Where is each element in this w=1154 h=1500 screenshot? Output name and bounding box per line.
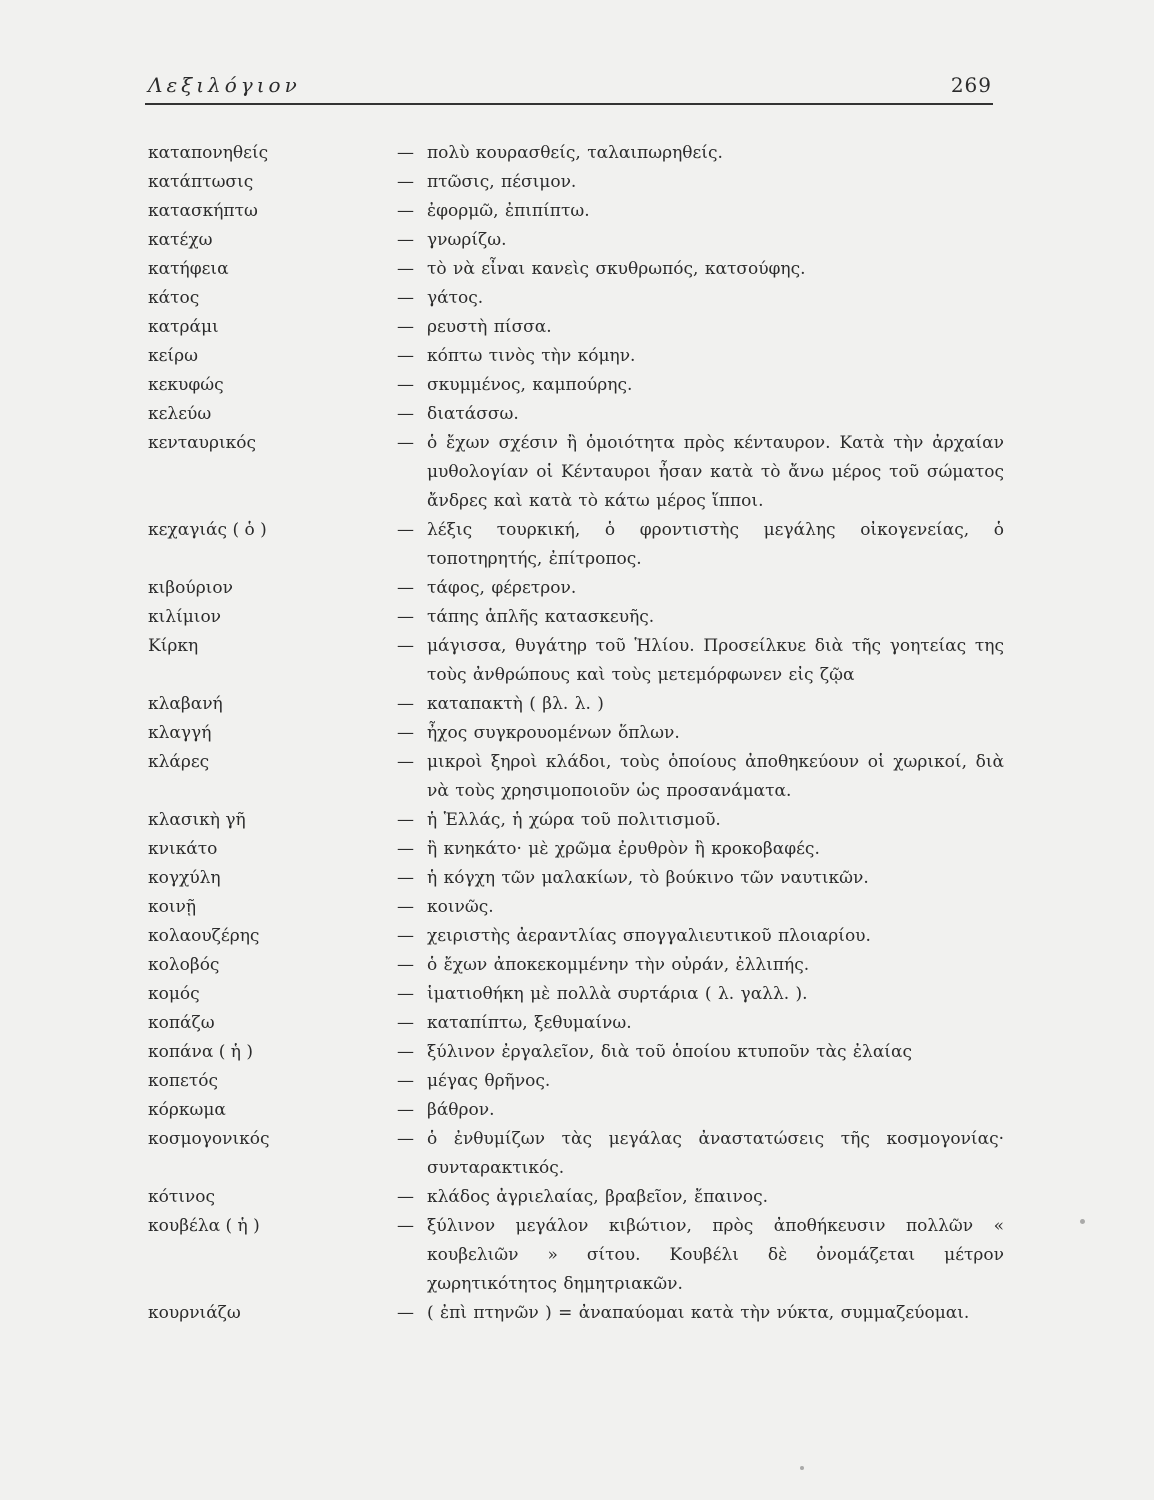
entry-term: κοινῇ bbox=[148, 897, 197, 917]
entry-term: κελεύω bbox=[148, 404, 212, 424]
entry-definition: μέγας θρῆνος. bbox=[427, 1071, 551, 1091]
entry-dash: — bbox=[397, 1187, 414, 1207]
glossary-entry bbox=[148, 1067, 1004, 1096]
glossary-entry bbox=[148, 1038, 1004, 1067]
entry-dash: — bbox=[397, 404, 414, 424]
entry-dash: — bbox=[397, 1100, 414, 1120]
glossary-entry bbox=[148, 806, 1004, 835]
entry-dash: — bbox=[397, 230, 414, 250]
glossary-entry bbox=[148, 835, 1004, 864]
entry-dash: — bbox=[397, 1129, 414, 1149]
glossary-entry bbox=[148, 1096, 1004, 1125]
glossary-entry bbox=[148, 255, 1004, 284]
entry-dash: — bbox=[397, 810, 414, 830]
entry-definition: καταπίπτω, ξεθυμαίνω. bbox=[427, 1013, 632, 1033]
entry-term: καταπονηθείς bbox=[148, 143, 269, 163]
entry-dash: — bbox=[397, 578, 414, 598]
page-number: 269 bbox=[950, 73, 992, 97]
entry-term: κεχαγιάς ( ὁ ) bbox=[148, 520, 267, 540]
entry-dash: — bbox=[397, 1216, 414, 1236]
entry-definition: διατάσσω. bbox=[427, 404, 519, 424]
entry-term: κουβέλα ( ἡ ) bbox=[148, 1216, 260, 1236]
glossary-entry bbox=[148, 400, 1004, 429]
glossary-entry bbox=[148, 893, 1004, 922]
entry-term: κεκυφώς bbox=[148, 375, 224, 395]
entry-term: κείρω bbox=[148, 346, 198, 366]
glossary-entry bbox=[148, 139, 1004, 168]
section-title: Λεξιλόγιον bbox=[148, 73, 301, 97]
entry-term: κλαγγή bbox=[148, 723, 212, 743]
entry-definition: βάθρον. bbox=[427, 1100, 495, 1120]
glossary-entry bbox=[148, 748, 1004, 806]
glossary-entry bbox=[148, 951, 1004, 980]
entry-term: κατέχω bbox=[148, 230, 213, 250]
entry-dash: — bbox=[397, 288, 414, 308]
glossary-entry bbox=[148, 313, 1004, 342]
entry-definition: τάφος, φέρετρον. bbox=[427, 578, 577, 598]
entry-dash: — bbox=[397, 868, 414, 888]
entry-term: κάτος bbox=[148, 288, 200, 308]
entry-definition: κοινῶς. bbox=[427, 897, 494, 917]
entry-dash: — bbox=[397, 984, 414, 1004]
entry-definition: ἡ Ἑλλάς, ἡ χώρα τοῦ πολιτισμοῦ. bbox=[427, 810, 721, 830]
entry-term: κλάρες bbox=[148, 752, 210, 772]
glossary-entry bbox=[148, 197, 1004, 226]
entry-term: κατήφεια bbox=[148, 259, 229, 279]
entry-term: κοσμογονικός bbox=[148, 1129, 270, 1149]
entry-definition: χειριστὴς ἀεραντλίας σπογγαλιευτικοῦ πλοιαρίου. bbox=[427, 926, 871, 946]
entry-definition: ξύλινον μεγάλον κιβώτιον, πρὸς ἀποθήκευσιν πολλῶν « κουβελιῶν » σίτου. Κουβέλι δὲ ὀνομάζεται μέτρον χωρητικότητος δημητριακῶν. bbox=[427, 1216, 1004, 1294]
entry-definition: ξύλινον ἐργαλεῖον, διὰ τοῦ ὁποίου κτυποῦν τὰς ἐλαίας bbox=[427, 1042, 912, 1062]
entry-dash: — bbox=[397, 839, 414, 859]
entry-dash: — bbox=[397, 723, 414, 743]
entry-term: Κίρκη bbox=[148, 636, 199, 656]
entry-term: κομός bbox=[148, 984, 200, 1004]
glossary-entry bbox=[148, 1299, 1004, 1328]
glossary-entry bbox=[148, 719, 1004, 748]
entry-definition: ἦχος συγκρουομένων ὅπλων. bbox=[427, 723, 680, 743]
entry-definition: ( ἐπὶ πτηνῶν ) = ἀναπαύομαι κατὰ τὴν νύκτα, συμμαζεύομαι. bbox=[427, 1303, 970, 1323]
glossary-entry bbox=[148, 980, 1004, 1009]
entry-term: κνικάτο bbox=[148, 839, 218, 859]
entry-definition: ὁ ἔχων σχέσιν ἢ ὁμοιότητα πρὸς κένταυρον. Κατὰ τὴν ἀρχαίαν μυθολογίαν οἱ Κένταυροι ἦσαν κατὰ τὸ ἄνω μέρος τοῦ σώματος ἄνδρες καὶ κατὰ τὸ κάτω μέρος ἵπποι. bbox=[427, 433, 1004, 511]
glossary-entry bbox=[148, 574, 1004, 603]
glossary-entry bbox=[148, 1212, 1004, 1299]
entry-dash: — bbox=[397, 752, 414, 772]
entry-definition: ρευστὴ πίσσα. bbox=[427, 317, 552, 337]
entry-definition: σκυμμένος, καμπούρης. bbox=[427, 375, 633, 395]
entry-term: κλαβανή bbox=[148, 694, 223, 714]
entry-definition: κλάδος ἀγριελαίας, βραβεῖον, ἔπαινος. bbox=[427, 1187, 769, 1207]
entry-definition: ἐφορμῶ, ἐπιπίπτω. bbox=[427, 201, 590, 221]
entry-definition: λέξις τουρκική, ὁ φροντιστὴς μεγάλης οἰκογενείας, ὁ τοποτηρητής, ἐπίτροπος. bbox=[427, 520, 1004, 569]
entry-term: κλασικὴ γῆ bbox=[148, 810, 246, 830]
entry-dash: — bbox=[397, 317, 414, 337]
entry-dash: — bbox=[397, 1303, 414, 1323]
entry-definition: ὁ ἔχων ἀποκεκομμένην τὴν οὐράν, ἐλλιπής. bbox=[427, 955, 810, 975]
entry-dash: — bbox=[397, 694, 414, 714]
entry-term: κοπετός bbox=[148, 1071, 219, 1091]
entry-dash: — bbox=[397, 433, 414, 453]
entry-definition: γάτος. bbox=[427, 288, 484, 308]
entry-definition: πτῶσις, πέσιμον. bbox=[427, 172, 577, 192]
entry-term: κουρνιάζω bbox=[148, 1303, 241, 1323]
entry-term: κιλίμιον bbox=[148, 607, 222, 627]
glossary-entry bbox=[148, 1009, 1004, 1038]
entry-term: κοπάνα ( ἡ ) bbox=[148, 1042, 253, 1062]
entry-dash: — bbox=[397, 346, 414, 366]
glossary-entry bbox=[148, 632, 1004, 690]
entry-term: κολοβός bbox=[148, 955, 220, 975]
entry-definition: κόπτω τινὸς τὴν κόμην. bbox=[427, 346, 636, 366]
entry-definition: τὸ νὰ εἶναι κανεὶς σκυθρωπός, κατσούφης. bbox=[427, 259, 806, 279]
entry-term: κογχύλη bbox=[148, 868, 221, 888]
glossary-entry bbox=[148, 371, 1004, 400]
entry-term: κότινος bbox=[148, 1187, 216, 1207]
glossary-entry bbox=[148, 922, 1004, 951]
glossary-entry bbox=[148, 1125, 1004, 1183]
entry-dash: — bbox=[397, 636, 414, 656]
glossary-list bbox=[148, 139, 1004, 1328]
entry-dash: — bbox=[397, 955, 414, 975]
scan-speck bbox=[1080, 1219, 1085, 1224]
entry-dash: — bbox=[397, 520, 414, 540]
entry-definition: ἱματιοθήκη μὲ πολλὰ συρτάρια ( λ. γαλλ. ). bbox=[427, 984, 808, 1004]
entry-term: κατάπτωσις bbox=[148, 172, 254, 192]
entry-term: κατράμι bbox=[148, 317, 219, 337]
glossary-entry bbox=[148, 1183, 1004, 1212]
entry-dash: — bbox=[397, 926, 414, 946]
entry-dash: — bbox=[397, 1042, 414, 1062]
glossary-entry bbox=[148, 168, 1004, 197]
glossary-entry bbox=[148, 284, 1004, 313]
entry-term: κιβούριον bbox=[148, 578, 233, 598]
entry-definition: μικροὶ ξηροὶ κλάδοι, τοὺς ὁποίους ἀποθηκεύουν οἱ χωρικοί, διὰ νὰ τοὺς χρησιμοποιοῦν ὡς προσανάματα. bbox=[427, 752, 1004, 801]
header-rule bbox=[145, 103, 993, 105]
entry-term: κοπάζω bbox=[148, 1013, 215, 1033]
entry-dash: — bbox=[397, 1013, 414, 1033]
entry-definition: μάγισσα, θυγάτηρ τοῦ Ἡλίου. Προσείλκυε διὰ τῆς γοητείας της τοὺς ἀνθρώπους καὶ τοὺς μετεμόρφωνεν εἰς ζῷα bbox=[427, 636, 1004, 685]
entry-definition: τάπης ἁπλῆς κατασκευῆς. bbox=[427, 607, 655, 627]
glossary-entry bbox=[148, 226, 1004, 255]
entry-dash: — bbox=[397, 143, 414, 163]
entry-definition: πολὺ κουρασθείς, ταλαιπωρηθείς. bbox=[427, 143, 723, 163]
entry-dash: — bbox=[397, 201, 414, 221]
entry-dash: — bbox=[397, 607, 414, 627]
entry-dash: — bbox=[397, 897, 414, 917]
entry-dash: — bbox=[397, 259, 414, 279]
entry-term: κατασκήπτω bbox=[148, 201, 258, 221]
entry-term: κόρκωμα bbox=[148, 1100, 226, 1120]
scan-speck bbox=[800, 1466, 804, 1470]
glossary-entry bbox=[148, 429, 1004, 516]
entry-definition: καταπακτὴ ( βλ. λ. ) bbox=[427, 694, 604, 714]
entry-dash: — bbox=[397, 172, 414, 192]
entry-definition: γνωρίζω. bbox=[427, 230, 507, 250]
glossary-entry bbox=[148, 342, 1004, 371]
entry-term: κολαουζέρης bbox=[148, 926, 260, 946]
entry-dash: — bbox=[397, 1071, 414, 1091]
page-header bbox=[148, 73, 992, 101]
glossary-entry bbox=[148, 603, 1004, 632]
glossary-entry bbox=[148, 516, 1004, 574]
glossary-entry bbox=[148, 864, 1004, 893]
entry-definition: ὁ ἐνθυμίζων τὰς μεγάλας ἀναστατώσεις τῆς κοσμογονίας· συνταρακτικός. bbox=[427, 1129, 1004, 1178]
entry-term: κενταυρικός bbox=[148, 433, 257, 453]
entry-dash: — bbox=[397, 375, 414, 395]
entry-definition: ἡ κόγχη τῶν μαλακίων, τὸ βούκινο τῶν ναυτικῶν. bbox=[427, 868, 869, 888]
entry-definition: ἢ κνηκάτο· μὲ χρῶμα ἐρυθρὸν ἢ κροκοβαφές. bbox=[427, 839, 820, 859]
glossary-entry bbox=[148, 690, 1004, 719]
